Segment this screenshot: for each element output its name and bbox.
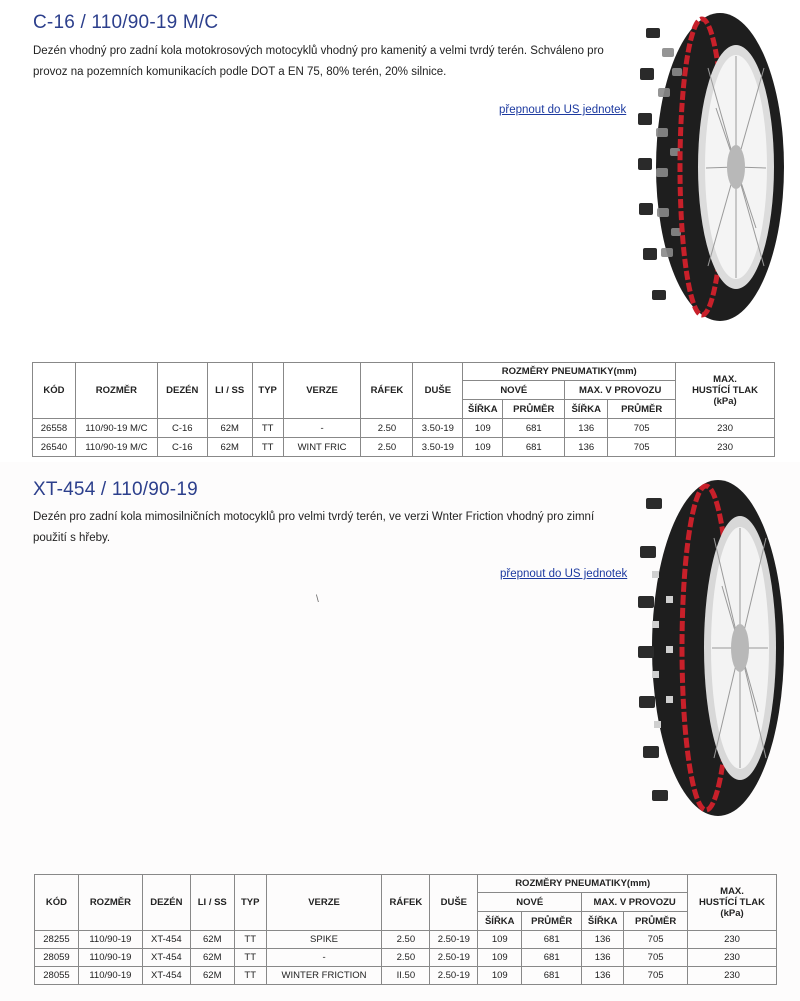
cell-liss: 62M xyxy=(190,967,234,985)
cell-duse: 2.50-19 xyxy=(430,931,478,949)
product-title: XT-454 / 110/90-19 xyxy=(33,479,198,500)
cell-tlak: 230 xyxy=(676,419,775,438)
cell-sirka-nove: 109 xyxy=(463,419,503,438)
cell-typ: TT xyxy=(252,438,283,457)
cell-verze: SPIKE xyxy=(266,931,382,949)
col-group-rozmery: ROZMĚRY PNEUMATIKY(mm) xyxy=(463,363,676,381)
col-header-sirka: ŠÍŘKA xyxy=(582,912,624,931)
col-header-prumer: PRŮMĚR xyxy=(624,912,688,931)
col-header-max-tlak xyxy=(676,363,775,419)
cell-kod: 28255 xyxy=(35,931,79,949)
col-group-nove: NOVÉ xyxy=(478,893,582,912)
col-group-nove: NOVÉ xyxy=(463,381,565,400)
description-line: Dezén vhodný pro zadní kola motokrosových motocyklů vhodný pro kamenitý a velmi tvrdý terén. Schváleno pro xyxy=(33,45,604,57)
cell-sirka-nove: 109 xyxy=(478,949,522,967)
cell-typ: TT xyxy=(234,949,266,967)
col-header-verze: VERZE xyxy=(283,363,361,419)
cell-tlak: 230 xyxy=(676,438,775,457)
col-header-rafek: RÁFEK xyxy=(382,875,430,931)
cell-tlak: 230 xyxy=(688,949,777,967)
col-header-typ: TYP xyxy=(252,363,283,419)
col-header-dezen: DEZÉN xyxy=(142,875,190,931)
us-units-link[interactable]: přepnout do US jednotek xyxy=(499,104,627,116)
cell-sirka-max: 136 xyxy=(582,931,624,949)
description-line: použití s hřeby. xyxy=(33,532,111,544)
col-header-rozmer: ROZMĚR xyxy=(78,875,142,931)
col-header-liss: LI / SS xyxy=(207,363,252,419)
col-header-sirka: ŠÍŘKA xyxy=(565,400,608,419)
cell-sirka-nove: 109 xyxy=(478,967,522,985)
product-description xyxy=(33,507,633,549)
max-label: MAX. xyxy=(720,886,744,897)
col-group-max-provoz: MAX. V PROVOZU xyxy=(565,381,676,400)
table-row xyxy=(33,438,775,457)
cell-rozmer: 110/90-19 xyxy=(78,949,142,967)
cell-verze: - xyxy=(266,949,382,967)
description-line: Dezén pro zadní kola mimosilničních motocyklů pro velmi tvrdý terén, ve verzi Wnter Friction vhodný pro zimní xyxy=(33,511,595,523)
cell-prumer-max: 705 xyxy=(608,438,676,457)
hub xyxy=(731,624,749,672)
cell-prumer-nove: 681 xyxy=(522,949,582,967)
col-header-kod: KÓD xyxy=(35,875,79,931)
cell-prumer-max: 705 xyxy=(608,419,676,438)
col-group-rozmery: ROZMĚRY PNEUMATIKY(mm) xyxy=(478,875,688,893)
spec-table-c16 xyxy=(32,362,775,457)
cell-prumer-max: 705 xyxy=(624,967,688,985)
unit-label: (kPa) xyxy=(720,908,744,919)
stray-mark: \ xyxy=(316,594,319,605)
col-header-prumer: PRŮMĚR xyxy=(608,400,676,419)
col-header-rozmer: ROZMĚR xyxy=(75,363,157,419)
cell-rafek: 2.50 xyxy=(361,419,413,438)
cell-rafek: 2.50 xyxy=(382,931,430,949)
cell-verze: - xyxy=(283,419,361,438)
cell-liss: 62M xyxy=(190,949,234,967)
cell-kod: 26540 xyxy=(33,438,76,457)
max-label: MAX. xyxy=(713,374,737,385)
cell-duse: 3.50-19 xyxy=(413,419,463,438)
col-header-typ: TYP xyxy=(234,875,266,931)
hub xyxy=(727,145,745,189)
xt454-tire-image xyxy=(638,476,788,821)
c16-tire-image xyxy=(636,8,788,326)
cell-liss: 62M xyxy=(207,438,252,457)
col-header-rafek: RÁFEK xyxy=(361,363,413,419)
cell-sirka-max: 136 xyxy=(565,419,608,438)
cell-liss: 62M xyxy=(190,931,234,949)
col-header-sirka: ŠÍŘKA xyxy=(478,912,522,931)
cell-tlak: 230 xyxy=(688,931,777,949)
cell-typ: TT xyxy=(234,931,266,949)
col-header-prumer: PRŮMĚR xyxy=(522,912,582,931)
table-row xyxy=(35,949,777,967)
product-description xyxy=(33,41,633,83)
cell-rozmer: 110/90-19 M/C xyxy=(75,419,157,438)
product-section-c16 xyxy=(0,0,800,462)
cell-rafek: 2.50 xyxy=(382,949,430,967)
cell-prumer-nove: 681 xyxy=(522,931,582,949)
product-title: C-16 / 110/90-19 M/C xyxy=(33,12,219,33)
cell-typ: TT xyxy=(252,419,283,438)
cell-kod: 28055 xyxy=(35,967,79,985)
cell-prumer-max: 705 xyxy=(624,949,688,967)
col-header-duse: DUŠE xyxy=(413,363,463,419)
col-header-sirka: ŠÍŘKA xyxy=(463,400,503,419)
description-line: provoz na pozemních komunikacích podle DOT a EN 75, 80% terén, 20% silnice. xyxy=(33,66,447,78)
cell-prumer-nove: 681 xyxy=(522,967,582,985)
table-row xyxy=(33,419,775,438)
cell-sirka-max: 136 xyxy=(582,967,624,985)
cell-dezen: XT-454 xyxy=(142,967,190,985)
us-units-link[interactable]: přepnout do US jednotek xyxy=(500,568,628,580)
col-header-liss: LI / SS xyxy=(190,875,234,931)
spec-table-xt454 xyxy=(34,874,777,985)
cell-tlak: 230 xyxy=(688,967,777,985)
cell-dezen: XT-454 xyxy=(142,949,190,967)
col-header-dezen: DEZÉN xyxy=(157,363,207,419)
cell-prumer-nove: 681 xyxy=(503,438,565,457)
product-section-xt454 xyxy=(0,462,800,1001)
cell-rozmer: 110/90-19 xyxy=(78,967,142,985)
col-header-prumer: PRŮMĚR xyxy=(503,400,565,419)
cell-duse: 2.50-19 xyxy=(430,967,478,985)
cell-rozmer: 110/90-19 xyxy=(78,931,142,949)
col-header-kod: KÓD xyxy=(33,363,76,419)
cell-prumer-nove: 681 xyxy=(503,419,565,438)
cell-dezen: XT-454 xyxy=(142,931,190,949)
cell-verze: WINT FRIC xyxy=(283,438,361,457)
table-row xyxy=(35,931,777,949)
cell-dezen: C-16 xyxy=(157,438,207,457)
unit-label: (kPa) xyxy=(713,396,737,407)
cell-kod: 26558 xyxy=(33,419,76,438)
cell-duse: 3.50-19 xyxy=(413,438,463,457)
cell-dezen: C-16 xyxy=(157,419,207,438)
pressure-label: HUSTÍCÍ TLAK xyxy=(699,897,766,908)
cell-rafek: 2.50 xyxy=(361,438,413,457)
cell-rozmer: 110/90-19 M/C xyxy=(75,438,157,457)
cell-sirka-nove: 109 xyxy=(463,438,503,457)
col-header-max-tlak xyxy=(688,875,777,931)
pressure-label: HUSTÍCÍ TLAK xyxy=(692,385,759,396)
cell-prumer-max: 705 xyxy=(624,931,688,949)
table-row xyxy=(35,967,777,985)
cell-sirka-max: 136 xyxy=(582,949,624,967)
cell-duse: 2.50-19 xyxy=(430,949,478,967)
col-header-duse: DUŠE xyxy=(430,875,478,931)
cell-sirka-max: 136 xyxy=(565,438,608,457)
cell-sirka-nove: 109 xyxy=(478,931,522,949)
col-header-verze: VERZE xyxy=(266,875,382,931)
cell-kod: 28059 xyxy=(35,949,79,967)
cell-typ: TT xyxy=(234,967,266,985)
cell-rafek: II.50 xyxy=(382,967,430,985)
cell-verze: WINTER FRICTION xyxy=(266,967,382,985)
cell-liss: 62M xyxy=(207,419,252,438)
col-group-max-provoz: MAX. V PROVOZU xyxy=(582,893,688,912)
